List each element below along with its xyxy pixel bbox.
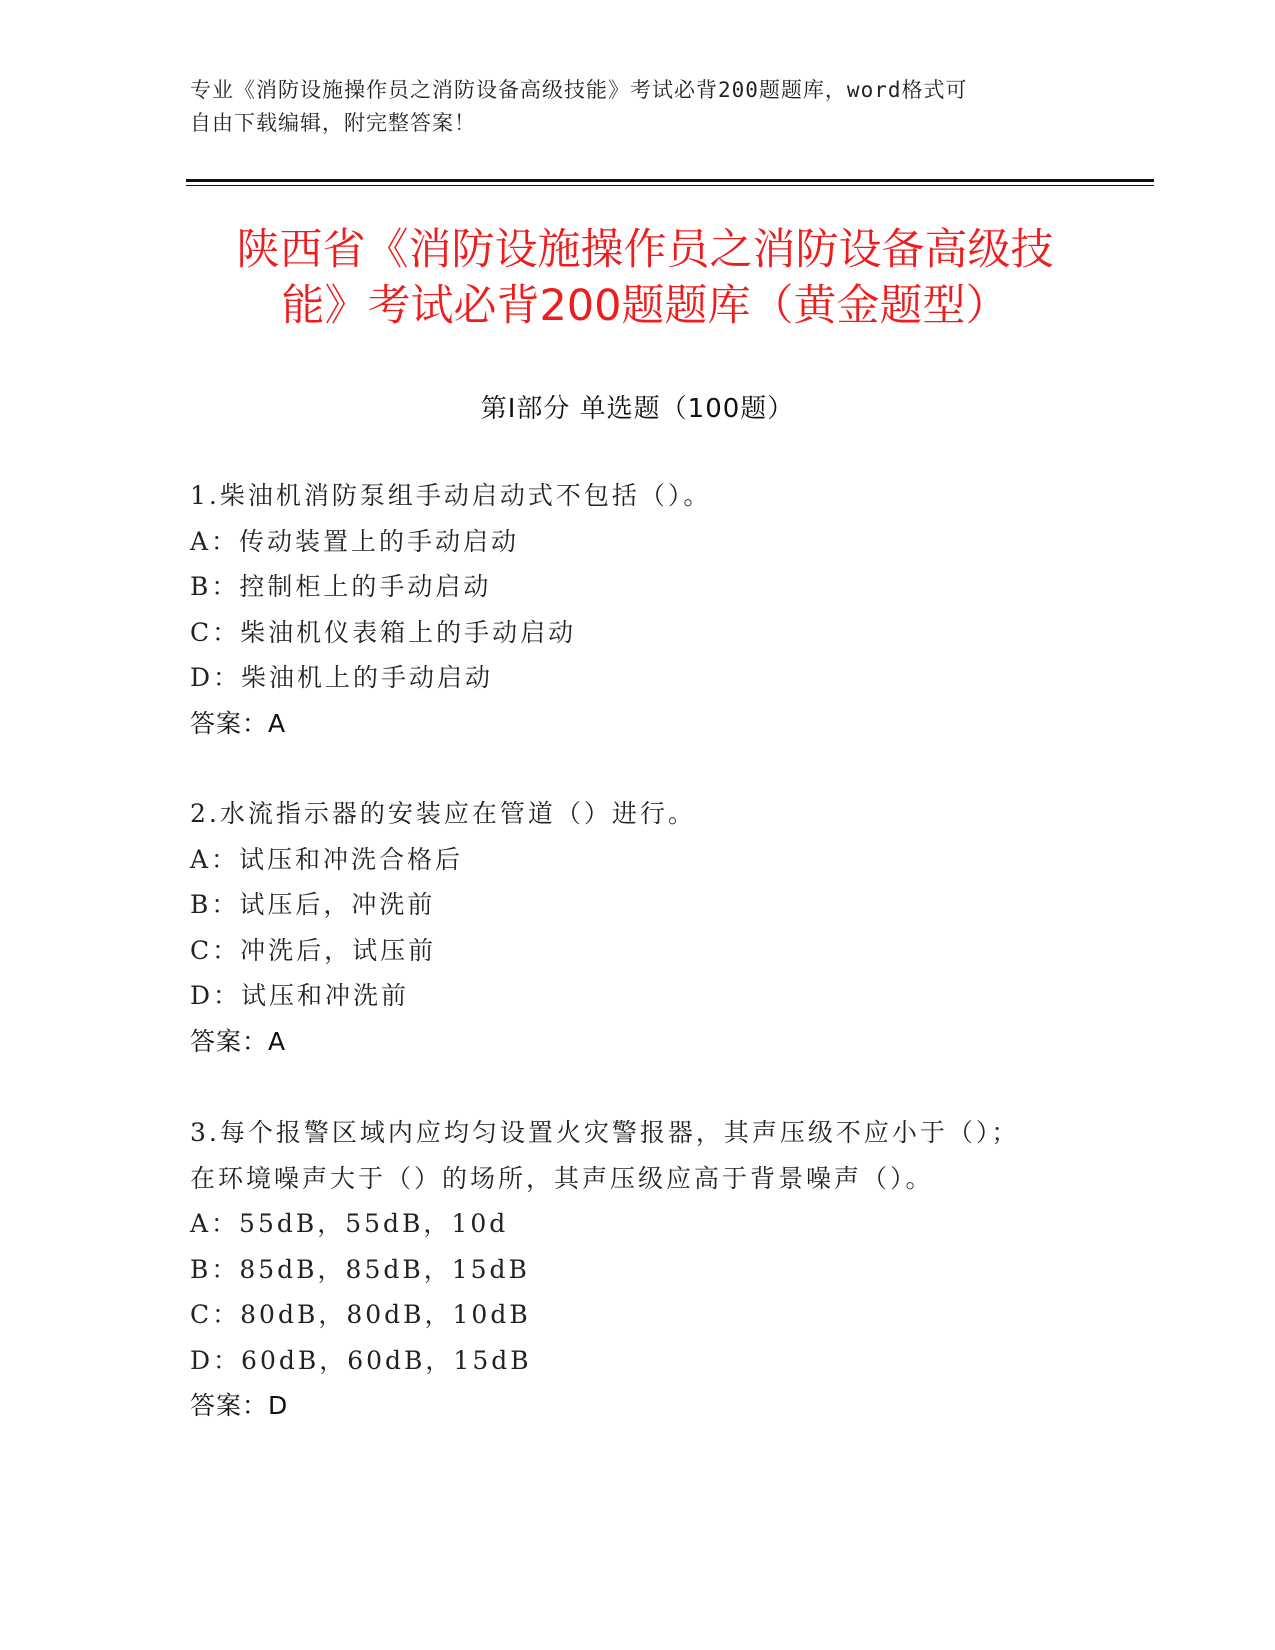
header-divider-thick — [186, 179, 1154, 182]
option-b: B：试压后，冲洗前 — [190, 890, 436, 919]
header-note-line-1: 专业《消防设施操作员之消防设备高级技能》考试必背200题题库，word格式可 — [190, 78, 968, 102]
option-d: D：柴油机上的手动启动 — [190, 663, 494, 692]
option-c: C：冲洗后，试压前 — [190, 935, 437, 965]
question-stem: 3.每个报警区域内应均匀设置火灾警报器，其声压级不应小于（）； — [190, 1118, 1020, 1147]
document-title-line-2: 能》考试必背200题题库（黄金题型） — [281, 281, 1009, 331]
answer: 答案：D — [190, 1391, 289, 1420]
option-d: D：试压和冲洗前 — [190, 981, 410, 1010]
option-b: B：85dB，85dB，15dB — [190, 1254, 530, 1284]
option-a: A：传动装置上的手动启动 — [190, 526, 520, 556]
question-block — [190, 791, 1090, 1064]
option-c: C：80dB，80dB，10dB — [190, 1300, 531, 1329]
question-stem: 2.水流指示器的安装应在管道（）进行。 — [190, 799, 696, 828]
header-note-line-2: 自由下载编辑，附完整答案！ — [190, 111, 476, 135]
option-d: D：60dB，60dB，15dB — [190, 1345, 532, 1375]
answer: 答案：A — [190, 1026, 287, 1056]
option-a: A：试压和冲洗合格后 — [190, 844, 464, 874]
option-b: B：控制柜上的手动启动 — [190, 572, 492, 601]
header-divider-thin — [186, 185, 1154, 186]
section-title: 第Ⅰ部分 单选题（100题） — [480, 394, 795, 424]
question-block — [190, 473, 1090, 746]
answer: 答案：A — [190, 708, 287, 738]
option-a: A：55dB，55dB，10d — [190, 1209, 509, 1238]
document-title-line-1: 陕西省《消防设施操作员之消防设备高级技 — [236, 225, 1054, 275]
document-title — [150, 222, 1140, 334]
question-stem: 1.柴油机消防泵组手动启动式不包括（）。 — [190, 481, 712, 510]
question-block — [190, 1110, 1090, 1429]
option-c: C：柴油机仪表箱上的手动启动 — [190, 617, 577, 647]
header-note — [190, 74, 1090, 140]
question-stem-continued: 在环境噪声大于（）的场所，其声压级应高于背景噪声（）。 — [190, 1163, 934, 1193]
